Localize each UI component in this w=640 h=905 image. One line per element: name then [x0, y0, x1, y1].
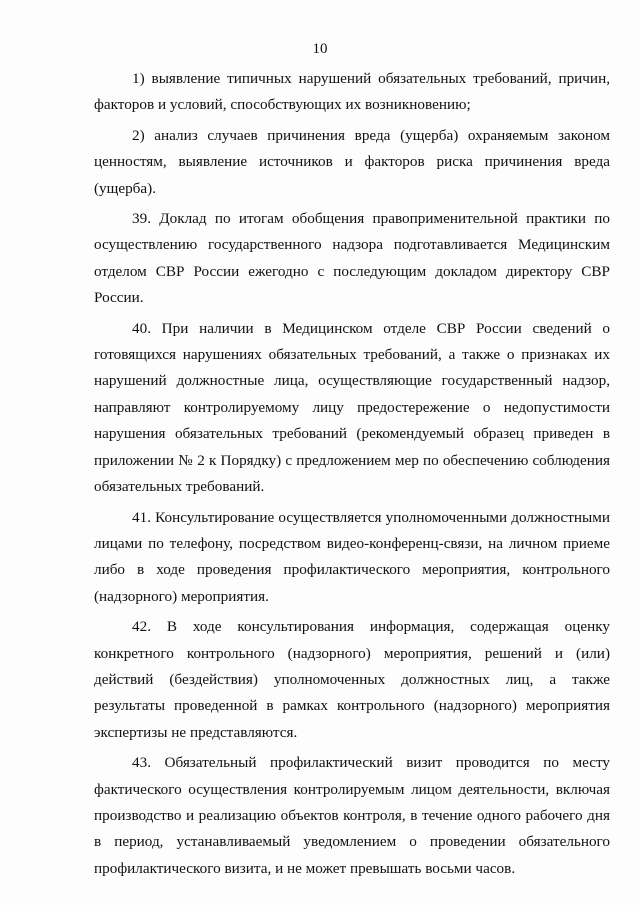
paragraph-item-2: 2) анализ случаев причинения вреда (ущерба) охраняемым законом ценностям, выявление источников и факторов риска причинения вреда (ущерба). — [94, 126, 610, 197]
paragraph-item-1: 1) выявление типичных нарушений обязательных требований, причин, факторов и условий, способствующих их возникновению; — [94, 70, 610, 114]
page-number: 10 — [312, 41, 328, 57]
paragraph-42: 42. В ходе консультирования информация, содержащая оценку конкретного контрольного (надзорного) мероприятия, решений и (или) действий (бездействия) уполномоченных должностных лиц, а также результаты проведенной в рамках контрольного (надзорного) мероприятия экспертизы не представляются. — [94, 618, 610, 741]
document-body — [94, 66, 610, 886]
paragraph-39: 39. Доклад по итогам обобщения правоприменительной практики по осуществлению государственного надзора подготавливается Медицинским отделом СВР России ежегодно с последующим докладом директору СВР России. — [94, 210, 610, 307]
paragraph-43: 43. Обязательный профилактический визит проводится по месту фактического осуществления контролируемым лицом деятельности, включая производство и реализацию объектов контроля, в течение одного рабочего дня в период, устанавливаемый уведомлением о проведении обязательного профилактического визита, и не может превышать восьми часов. — [94, 754, 610, 877]
paragraph-40: 40. При наличии в Медицинском отделе СВР России сведений о готовящихся нарушениях обязательных требований, а также о признаках их нарушений должностные лица, осуществляющие государственный надзор, направляют контролируемому лицу предостережение о недопустимости нарушения обязательных требований (рекомендуемый образец приведен в приложении № 2 к Порядку) с предложением мер по обеспечению соблюдения обязательных требований. — [94, 319, 610, 496]
paragraph-41: 41. Консультирование осуществляется уполномоченными должностными лицами по телефону, посредством видео-конференц-связи, на личном приеме либо в ходе проведения профилактического мероприятия, контрольного (надзорного) мероприятия. — [94, 508, 610, 605]
